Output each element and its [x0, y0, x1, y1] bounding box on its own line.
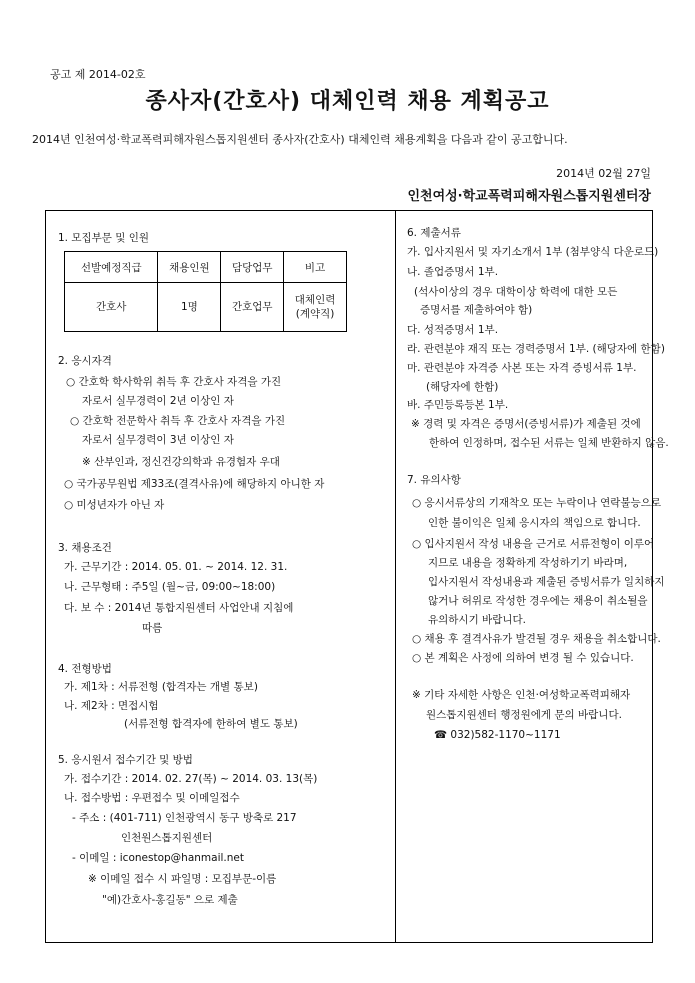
list-item: - 이메일 : iconestop@hanmail.net [72, 852, 244, 864]
list-item: 바. 주민등록등본 1부. [407, 399, 509, 411]
contact-note: 원스톱지원센터 행정원에게 문의 바랍니다. [426, 709, 622, 721]
list-item: 자로서 실무경력이 3년 이상인 자 [82, 434, 234, 446]
list-item: ※ 이메일 접수 시 파일명 : 모집부문-이름 [88, 873, 277, 885]
list-item: ○ 응시서류상의 기재착오 또는 누락이나 연락불능으로 [412, 497, 661, 509]
list-item: 가. 입사지원서 및 자기소개서 1부 (첨부양식 다운로드) [407, 246, 659, 258]
section-4-heading: 4. 전형방법 [58, 663, 112, 675]
table-cell: 간호업무 [221, 283, 284, 332]
column-divider [395, 211, 396, 942]
list-item: "예)간호사-홍길동" 으로 제출 [102, 894, 238, 906]
page-title: 종사자(간호사) 대체인력 채용 계획공고 [145, 89, 550, 114]
list-item: (서류전형 합격자에 한하여 별도 통보) [124, 718, 298, 730]
list-item: ※ 산부인과, 정신건강의학과 유경험자 우대 [82, 456, 280, 468]
list-item: 가. 근무기간 : 2014. 05. 01. ~ 2014. 12. 31. [64, 561, 288, 573]
list-item: 나. 졸업증명서 1부. [407, 266, 499, 278]
list-item: ※ 경력 및 자격은 증명서(증빙서류)가 제출된 것에 [411, 418, 641, 430]
list-item: - 주소 : (401-711) 인천광역시 동구 방축로 217 [72, 812, 297, 824]
list-item: ○ 본 계획은 사정에 의하여 변경 될 수 있습니다. [412, 652, 634, 664]
notice-number: 공고 제 2014-02호 [50, 68, 146, 81]
table-header-cell: 비고 [284, 252, 347, 283]
list-item: 다. 보 수 : 2014년 통합지원센터 사업안내 지침에 [64, 602, 294, 614]
list-item: ○ 간호학 전문학사 취득 후 간호사 자격을 가진 [70, 415, 286, 427]
list-item: 따름 [142, 622, 163, 634]
list-item: 증명서를 제출하여야 함) [420, 304, 533, 316]
list-item: 가. 접수기간 : 2014. 02. 27(목) ~ 2014. 03. 13(목) [64, 773, 318, 785]
issuing-organization: 인천여성·학교폭력피해자원스톱지원센터장 [407, 189, 651, 204]
list-item: (석사이상의 경우 대학이상 학력에 대한 모든 [414, 286, 618, 298]
section-1-heading: 1. 모집부문 및 인원 [58, 232, 150, 244]
list-item: 자로서 실무경력이 2년 이상인 자 [82, 395, 234, 407]
list-item: 않거나 허위로 작성한 경우에는 채용이 취소될을 [428, 595, 648, 607]
table-header-cell: 담당업무 [221, 252, 284, 283]
list-item: 인천원스톱지원센터 [121, 832, 213, 844]
section-7-heading: 7. 유의사항 [407, 474, 461, 486]
list-item: 한하여 인정하며, 접수된 서류는 일체 반환하지 않음. [429, 437, 669, 449]
list-item: (해당자에 한함) [426, 381, 499, 393]
list-item: 라. 관련분야 재직 또는 경력증명서 1부. (해당자에 한함) [407, 343, 665, 355]
contact-note: ※ 기타 자세한 사항은 인천·여성학교폭력피해자 [412, 689, 631, 701]
section-6-heading: 6. 제출서류 [407, 227, 461, 239]
list-item: ○ 국가공무원법 제33조(결격사유)에 해당하지 아니한 자 [64, 478, 325, 490]
list-item: ○ 입사지원서 작성 내용을 근거로 서류전형이 이루어 [412, 538, 655, 550]
list-item: 입사지원서 작성내용과 제출된 증빙서류가 일치하지 [428, 576, 665, 588]
section-5-heading: 5. 응시원서 접수기간 및 방법 [58, 754, 193, 766]
notice-date: 2014년 02월 27일 [556, 167, 651, 180]
list-item: 인한 불이익은 일체 응시자의 책임으로 합니다. [428, 517, 641, 529]
list-item: 유의하시기 바랍니다. [428, 614, 526, 626]
section-3-heading: 3. 채용조건 [58, 542, 112, 554]
contact-phone: ☎ 032)582-1170~1171 [434, 729, 561, 741]
list-item: 나. 제2차 : 면접시험 [64, 700, 159, 712]
list-item: 나. 접수방법 : 우편접수 및 이메일접수 [64, 792, 240, 804]
table-cell: 간호사 [65, 283, 158, 332]
intro-text: 2014년 인천여성·학교폭력피해자원스톱지원센터 종사자(간호사) 대체인력 채용계획을 다음과 같이 공고합니다. [32, 133, 568, 146]
table-cell: 대체인력 (계약직) [284, 283, 347, 332]
list-item: 지므로 내용을 정확하게 작성하기기 바라며, [428, 557, 628, 569]
list-item: 나. 근무형태 : 주5일 (월~금, 09:00~18:00) [64, 581, 276, 593]
list-item: 가. 제1차 : 서류전형 (합격자는 개별 통보) [64, 681, 258, 693]
table-header-cell: 채용인원 [158, 252, 221, 283]
table-cell: 1명 [158, 283, 221, 332]
list-item: 마. 관련분야 자격증 사본 또는 자격 증빙서류 1부. [407, 362, 637, 374]
section-2-heading: 2. 응시자격 [58, 355, 112, 367]
list-item: ○ 간호학 학사학위 취득 후 간호사 자격을 가진 [66, 376, 282, 388]
table-header-row [65, 252, 347, 283]
list-item: 다. 성적증명서 1부. [407, 324, 499, 336]
list-item: ○ 미성년자가 아닌 자 [64, 499, 165, 511]
table-header-cell: 선발예정직급 [65, 252, 158, 283]
recruitment-table [64, 251, 347, 332]
list-item: ○ 채용 후 결격사유가 발견될 경우 채용을 취소합니다. [412, 633, 661, 645]
notice-body-frame [45, 210, 669, 943]
table-row [65, 283, 347, 332]
